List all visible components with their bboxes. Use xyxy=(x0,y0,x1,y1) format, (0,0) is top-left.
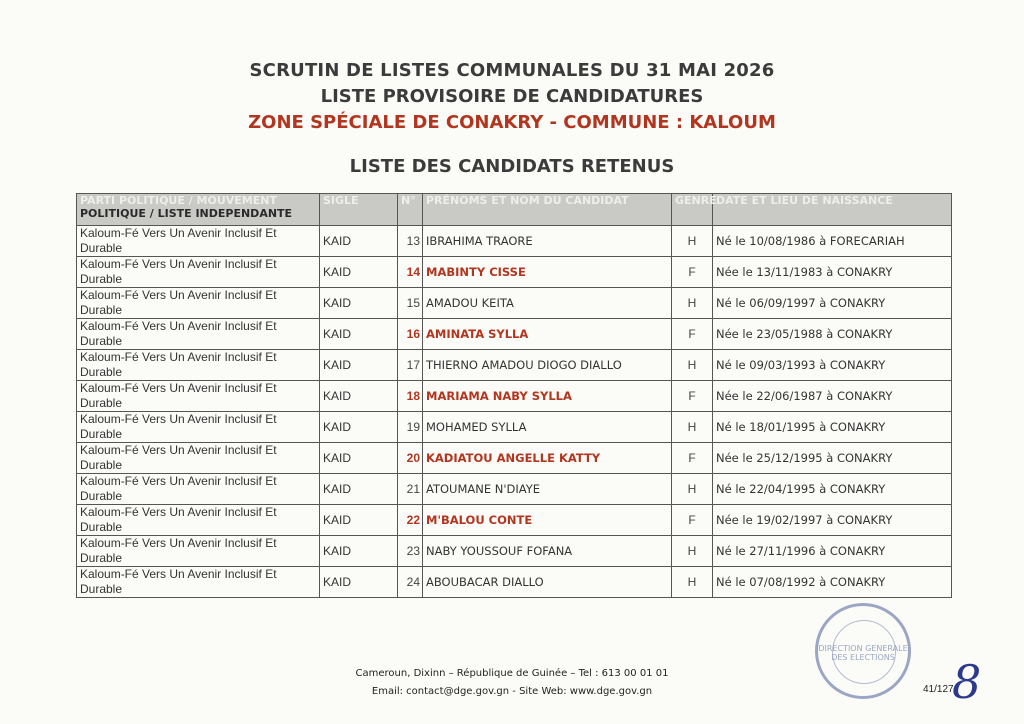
cell-birth: Née le 25/12/1995 à CONAKRY xyxy=(713,443,952,474)
cell-candidate-name: ABOUBACAR DIALLO xyxy=(423,567,672,598)
cell-genre: H xyxy=(672,536,713,567)
stamp-text: DIRECTION GENERALE DES ELECTIONS xyxy=(818,644,908,662)
cell-candidate-name: THIERNO AMADOU DIOGO DIALLO xyxy=(423,350,672,381)
table-header-row xyxy=(77,194,952,226)
table-row xyxy=(77,350,952,381)
subtitle-retained-candidates: LISTE DES CANDIDATS RETENUS xyxy=(349,156,675,177)
table-row xyxy=(77,288,952,319)
cell-birth: Né le 09/03/1993 à CONAKRY xyxy=(713,350,952,381)
cell-birth: Né le 27/11/1996 à CONAKRY xyxy=(713,536,952,567)
cell-num: 22 xyxy=(398,505,423,536)
cell-num: 14 xyxy=(398,257,423,288)
cell-sigle: KAID xyxy=(320,474,398,505)
cell-genre: F xyxy=(672,257,713,288)
cell-sigle: KAID xyxy=(320,226,398,257)
cell-birth: Né le 07/08/1992 à CONAKRY xyxy=(713,567,952,598)
cell-num: 16 xyxy=(398,319,423,350)
cell-sigle: KAID xyxy=(320,505,398,536)
table-row xyxy=(77,412,952,443)
cell-genre: H xyxy=(672,567,713,598)
table-row xyxy=(77,536,952,567)
title-election: SCRUTIN DE LISTES COMMUNALES DU 31 MAI 2026 xyxy=(249,60,775,81)
cell-party: Kaloum-Fé Vers Un Avenir Inclusif Et Durable xyxy=(77,288,320,319)
cell-birth: Née le 22/06/1987 à CONAKRY xyxy=(713,381,952,412)
page-number: 41/127 xyxy=(923,684,954,695)
cell-party: Kaloum-Fé Vers Un Avenir Inclusif Et Durable xyxy=(77,257,320,288)
footer-contact: Email: contact@dge.gov.gn - Site Web: www.dge.gov.gn xyxy=(371,686,653,697)
cell-genre: H xyxy=(672,350,713,381)
cell-birth: Né le 18/01/1995 à CONAKRY xyxy=(713,412,952,443)
title-provisional-list: LISTE PROVISOIRE DE CANDIDATURES xyxy=(320,86,704,107)
cell-num: 20 xyxy=(398,443,423,474)
cell-sigle: KAID xyxy=(320,319,398,350)
cell-candidate-name: AMINATA SYLLA xyxy=(423,319,672,350)
cell-party: Kaloum-Fé Vers Un Avenir Inclusif Et Durable xyxy=(77,319,320,350)
footer-address: Cameroun, Dixinn – République de Guinée – Tel : 613 00 01 01 xyxy=(355,668,669,679)
col-header-birth: DATE ET LIEU DE NAISSANCE xyxy=(713,194,952,226)
cell-sigle: KAID xyxy=(320,412,398,443)
cell-sigle: KAID xyxy=(320,381,398,412)
cell-birth: Née le 23/05/1988 à CONAKRY xyxy=(713,319,952,350)
cell-genre: F xyxy=(672,381,713,412)
cell-birth: Née le 13/11/1983 à CONAKRY xyxy=(713,257,952,288)
cell-num: 24 xyxy=(398,567,423,598)
cell-genre: H xyxy=(672,226,713,257)
table-row xyxy=(77,567,952,598)
title-zone-commune: ZONE SPÉCIALE DE CONAKRY - COMMUNE : KALOUM xyxy=(248,112,776,133)
cell-candidate-name: M'BALOU CONTE xyxy=(423,505,672,536)
cell-num: 17 xyxy=(398,350,423,381)
cell-genre: H xyxy=(672,474,713,505)
cell-num: 21 xyxy=(398,474,423,505)
cell-candidate-name: ATOUMANE N'DIAYE xyxy=(423,474,672,505)
cell-genre: F xyxy=(672,319,713,350)
cell-num: 19 xyxy=(398,412,423,443)
table-row xyxy=(77,443,952,474)
cell-candidate-name: KADIATOU ANGELLE KATTY xyxy=(423,443,672,474)
cell-birth: Né le 10/08/1986 à FORECARIAH xyxy=(713,226,952,257)
cell-genre: H xyxy=(672,288,713,319)
col-header-name: PRÉNOMS ET NOM DU CANDIDAT xyxy=(423,194,672,226)
official-stamp xyxy=(815,603,911,699)
cell-party: Kaloum-Fé Vers Un Avenir Inclusif Et Durable xyxy=(77,474,320,505)
cell-genre: F xyxy=(672,443,713,474)
cell-party: Kaloum-Fé Vers Un Avenir Inclusif Et Durable xyxy=(77,226,320,257)
cell-sigle: KAID xyxy=(320,288,398,319)
cell-candidate-name: MOHAMED SYLLA xyxy=(423,412,672,443)
col-header-sigle: SIGLE xyxy=(320,194,398,226)
table-row xyxy=(77,257,952,288)
cell-candidate-name: NABY YOUSSOUF FOFANA xyxy=(423,536,672,567)
cell-sigle: KAID xyxy=(320,443,398,474)
cell-birth: Née le 19/02/1997 à CONAKRY xyxy=(713,505,952,536)
cell-party: Kaloum-Fé Vers Un Avenir Inclusif Et Durable xyxy=(77,505,320,536)
cell-birth: Né le 06/09/1997 à CONAKRY xyxy=(713,288,952,319)
cell-num: 23 xyxy=(398,536,423,567)
cell-candidate-name: IBRAHIMA TRAORE xyxy=(423,226,672,257)
cell-genre: F xyxy=(672,505,713,536)
table-row xyxy=(77,474,952,505)
table-row xyxy=(77,505,952,536)
cell-sigle: KAID xyxy=(320,567,398,598)
table-row xyxy=(77,226,952,257)
cell-sigle: KAID xyxy=(320,257,398,288)
cell-candidate-name: MABINTY CISSE xyxy=(423,257,672,288)
cell-candidate-name: MARIAMA NABY SYLLA xyxy=(423,381,672,412)
col-header-party: PARTI POLITIQUE / MOUVEMENT POLITIQUE / LISTE INDEPENDANTE xyxy=(77,194,320,226)
cell-num: 13 xyxy=(398,226,423,257)
col-header-genre: GENRE xyxy=(672,194,713,226)
handwritten-mark: 8 xyxy=(952,655,982,709)
cell-party: Kaloum-Fé Vers Un Avenir Inclusif Et Durable xyxy=(77,350,320,381)
cell-party: Kaloum-Fé Vers Un Avenir Inclusif Et Durable xyxy=(77,412,320,443)
cell-party: Kaloum-Fé Vers Un Avenir Inclusif Et Durable xyxy=(77,536,320,567)
cell-sigle: KAID xyxy=(320,350,398,381)
cell-birth: Né le 22/04/1995 à CONAKRY xyxy=(713,474,952,505)
cell-sigle: KAID xyxy=(320,536,398,567)
col-header-num: N° xyxy=(398,194,423,226)
cell-party: Kaloum-Fé Vers Un Avenir Inclusif Et Durable xyxy=(77,443,320,474)
candidates-table xyxy=(76,193,952,598)
table-row xyxy=(77,381,952,412)
cell-candidate-name: AMADOU KEITA xyxy=(423,288,672,319)
cell-party: Kaloum-Fé Vers Un Avenir Inclusif Et Durable xyxy=(77,381,320,412)
cell-party: Kaloum-Fé Vers Un Avenir Inclusif Et Durable xyxy=(77,567,320,598)
cell-genre: H xyxy=(672,412,713,443)
cell-num: 15 xyxy=(398,288,423,319)
table-row xyxy=(77,319,952,350)
cell-num: 18 xyxy=(398,381,423,412)
